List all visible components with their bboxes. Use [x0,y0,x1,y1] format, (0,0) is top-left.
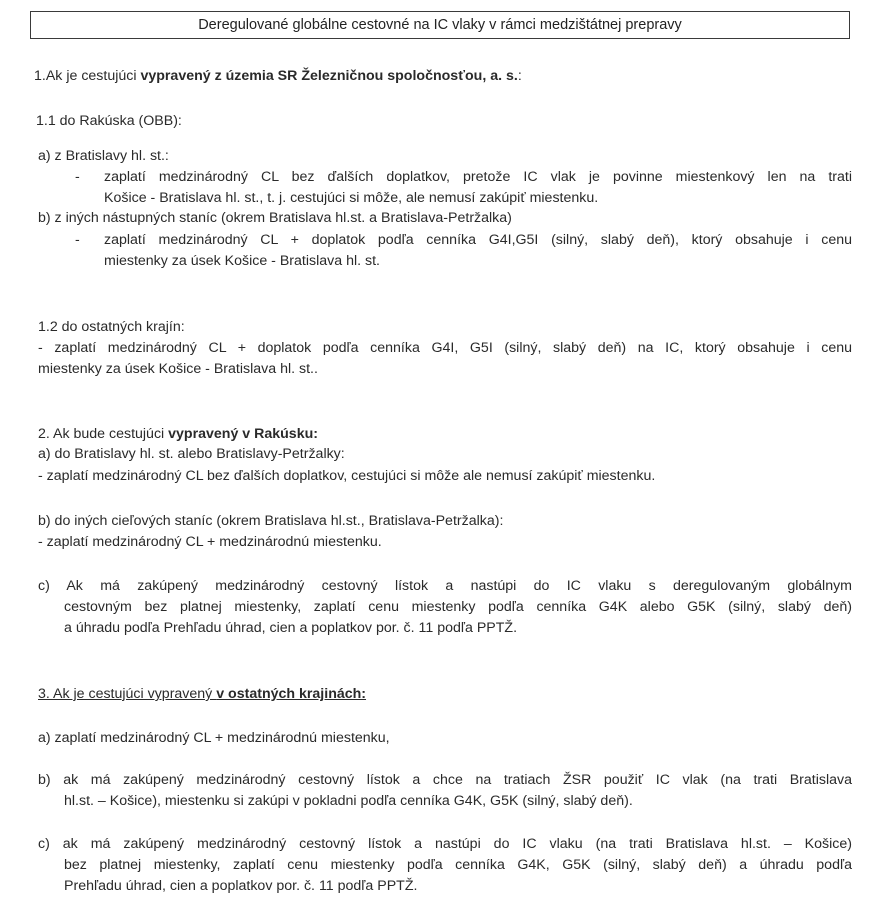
section-1-2-text-line-1: - zaplatí medzinárodný CL + doplatok podľa cenníka G4I, G5I (silný, slabý deň) na IC, ktorý obsahuje i cenu [38,340,852,356]
section-1-heading-bold: vypravený z územia SR Železničnou spoločnosťou, a. s. [140,68,518,84]
section-1-1-heading: 1.1 do Rakúska (OBB): [36,113,182,129]
section-2-c-text-line-1: c) Ak má zakúpený medzinárodný cestovný lístok a nastúpi do IC vlaku s deregulovaným globálnym [38,578,852,594]
section-3-b-text-line-2: hl.st. – Košice), miestenku si zakúpi v pokladni podľa cenníka G4K, G5K (silný, slabý deň). [64,793,633,809]
section-1-1-a-label: a) z Bratislavy hl. st.: [38,148,169,164]
section-1-1-b-dash: - [75,232,80,248]
section-2-heading-prefix: 2. Ak bude cestujúci [38,426,169,442]
section-3-heading-prefix: 3. Ak je cestujúci vypravený [38,686,217,702]
section-1-2-heading: 1.2 do ostatných krajín: [38,319,185,335]
section-2-heading [38,425,318,443]
section-1-1-a-dash: - [75,169,80,185]
section-3-c-text-line-3: Prehľadu úhrad, cien a poplatkov por. č. 11 podľa PPTŽ. [64,878,418,894]
section-3-heading [38,685,366,703]
section-1-heading-suffix: : [517,68,522,84]
section-1-2-text-line-2: miestenky za úsek Košice - Bratislava hl. st.. [38,361,318,377]
section-1-heading-prefix: 1.Ak je cestujúci [34,68,141,84]
section-2-c-text-line-3: a úhradu podľa Prehľadu úhrad, cien a poplatkov por. č. 11 podľa PPTŽ. [64,620,518,636]
section-1-1-a-text-line-2: Košice - Bratislava hl. st., t. j. cestujúci si môže, ale nemusí zakúpiť miestenku. [104,190,599,206]
document-title: Deregulované globálne cestovné na IC vlaky v rámci medzištátnej prepravy [30,11,850,39]
section-2-b-text: - zaplatí medzinárodný CL + medzinárodnú miestenku. [38,534,382,550]
section-2-b-label: b) do iných cieľových staníc (okrem Bratislava hl.st., Bratislava-Petržalka): [38,513,504,529]
section-1-heading [34,67,522,85]
section-1-1-a-text-line-1: zaplatí medzinárodný CL bez ďalších doplatkov, pretože IC vlak je povinne miestenkový len na trati [104,169,852,185]
section-1-1-b-text-line-1: zaplatí medzinárodný CL + doplatok podľa cenníka G4I,G5I (silný, slabý deň), ktorý obsahuje i cenu [104,232,852,248]
section-2-c-text-line-2: cestovným bez platnej miestenky, zaplatí cenu miestenky podľa cenníka G4K alebo G5K (silný, slabý deň) [64,599,852,615]
section-1-1-b-label: b) z iných nástupných staníc (okrem Bratislava hl.st. a Bratislava-Petržalka) [38,210,512,226]
section-3-heading-bold: v ostatných krajinách: [216,686,367,702]
section-3-c-text-line-1: c) ak má zakúpený medzinárodný cestovný lístok a nastúpi do IC vlaku (na trati Bratislava hl.st. – Košice) [38,836,852,852]
section-3-c-text-line-2: bez platnej miestenky, zaplatí cenu miestenky podľa cenníka G4K, G5K (silný, slabý deň) a úhradu podľa [64,857,852,873]
section-3-a-text: a) zaplatí medzinárodný CL + medzinárodnú miestenku, [38,730,390,746]
section-2-a-text: - zaplatí medzinárodný CL bez ďalších doplatkov, cestujúci si môže ale nemusí zakúpiť miestenku. [38,468,656,484]
section-1-1-b-text-line-2: miestenky za úsek Košice - Bratislava hl. st. [104,253,380,269]
section-2-a-label: a) do Bratislavy hl. st. alebo Bratislavy-Petržalky: [38,446,345,462]
section-3-b-text-line-1: b) ak má zakúpený medzinárodný cestovný lístok a chce na tratiach ŽSR použiť IC vlak (na trati Bratislava [38,772,852,788]
section-2-heading-bold: vypravený v Rakúsku: [168,426,318,442]
